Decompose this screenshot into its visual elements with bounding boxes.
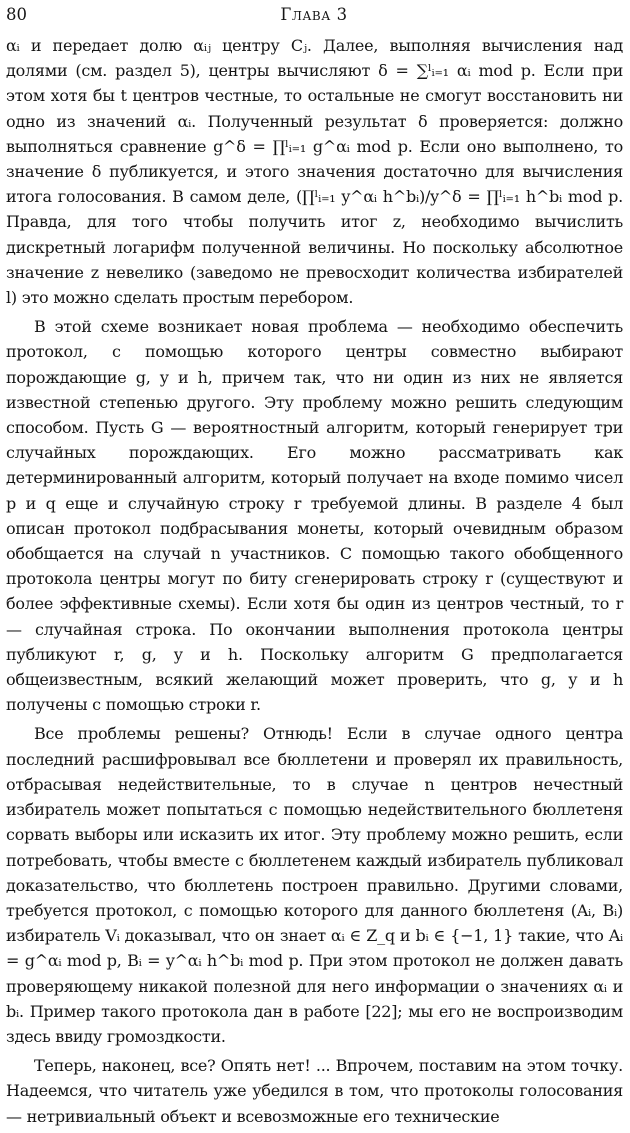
paragraph-invalid-ballots: Все проблемы решены? Отнюдь! Если в случае одного центра последний расшифровывал все бюллетени и проверял их правильность, отбрасывая недействительные, то в случае n центров нечестный избиратель может попытаться с помощью недействительного бюллетеня сорвать выборы или исказить их итог. Эту проблему можно решить, если потребовать, чтобы вместе с бюллетенем каждый избиратель публиковал доказательство, что бюллетень построен правильно. Другими словами, требуется протокол, с помощью которого для данного бюллетеня (Aᵢ, Bᵢ) избиратель Vᵢ доказывал, что он знает αᵢ ∈ Z_q и bᵢ ∈ {−1, 1} такие, что Aᵢ = g^αᵢ mod p, Bᵢ = y^αᵢ h^bᵢ mod p. При этом протокол не должен давать проверяющему никакой полезной для него информации о значениях αᵢ и bᵢ. Пример такого протокола дан в работе [22]; мы его не воспроизводим здесь ввиду громоздкости. [6,724,623,1046]
chapter-title: Глава 3 [280,5,348,24]
paragraph-conclusion: Теперь, наконец, все? Опять нет! ... Впрочем, поставим на этом точку. Надеемся, что читатель уже убедился в том, что протоколы голосования — нетривиальный объект и всевозможные его технические [6,1056,623,1126]
paragraph-generators-problem: В этой схеме возникает новая проблема — необходимо обеспечить протокол, с помощью которого центры совместно выбирают порождающие g, y и h, причем так, что ни один из них не является известной степенью другого. Эту проблему можно решить следующим способом. Пусть G — вероятностный алгоритм, который генерирует три случайных порождающих. Его можно рассматривать как детерминированный алгоритм, который получает на входе помимо чисел p и q еще и случайную строку r требуемой длины. В разделе 4 был описан протокол подбрасывания монеты, который очевидным образом обобщается на случай n участников. С помощью такого обобщенного протокола центры могут по биту сгенерировать строку r (существуют и более эффективные схемы). Если хотя бы один из центров честный, то r — случайная строка. По окончании выполнения протокола центры публикуют r, g, y и h. Поскольку алгоритм G предполагается общеизвестным, всякий желающий может проверить, что g, y и h получены с помощью строки r. [6,317,623,715]
running-header [6,3,622,27]
body-text [6,33,623,1133]
paragraph-continued: αᵢ и передает долю αᵢⱼ центру Cⱼ. Далее, выполняя вычисления над долями (см. раздел 5), центры вычисляют δ = ∑ˡᵢ₌₁ αᵢ mod p. Если при этом хотя бы t центров честные, то остальные не смогут восстановить ни одно из значений αᵢ. Полученный результат δ проверяется: должно выполняться сравнение g^δ = ∏ˡᵢ₌₁ g^αᵢ mod p. Если оно выполнено, то значение δ публикуется, и этого значения достаточно для вычисления итога голосования. В самом деле, (∏ˡᵢ₌₁ y^αᵢ h^bᵢ)/y^δ = ∏ˡᵢ₌₁ h^bᵢ mod p. Правда, для того чтобы получить итог z, необходимо вычислить дискретный логарифм полученной величины. Но поскольку абсолютное значение z невелико (заведомо не превосходит количества избирателей l) это можно сделать простым перебором. [6,36,623,308]
page-number: 80 [6,5,27,24]
